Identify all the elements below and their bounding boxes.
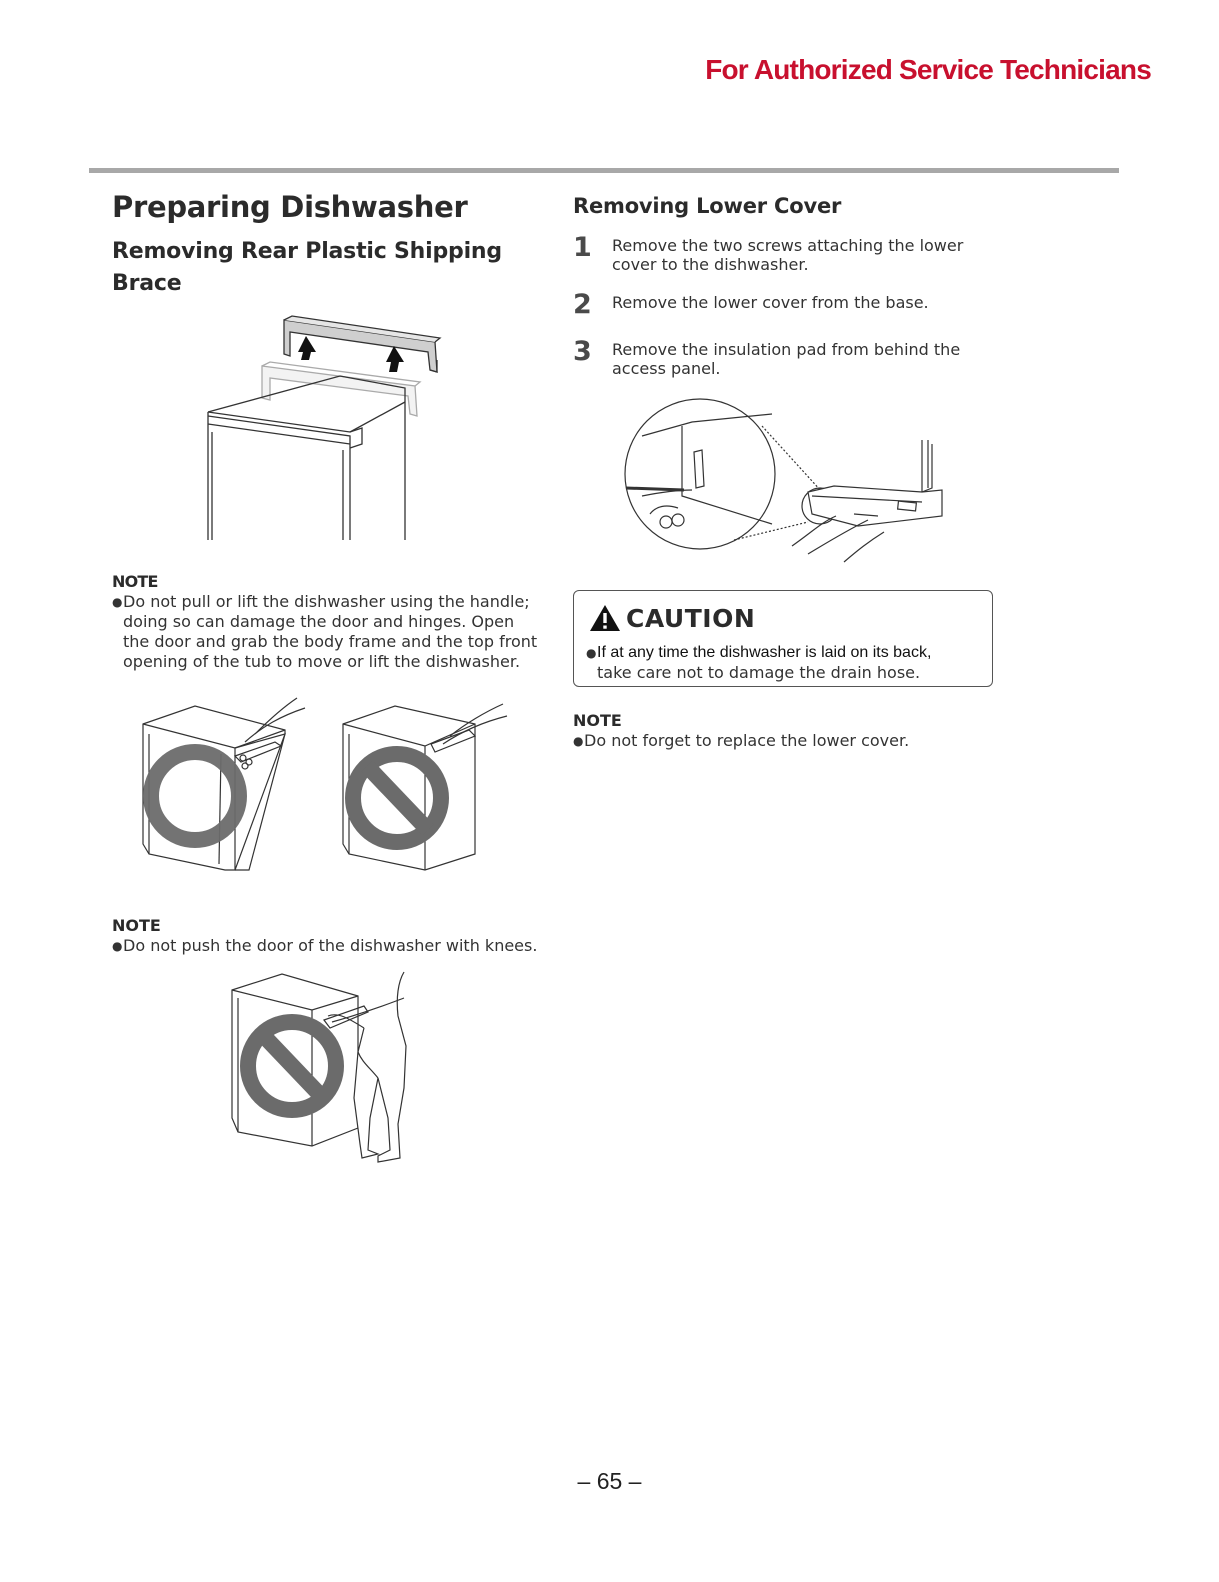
- shipping-brace-illustration: [200, 312, 445, 542]
- subheading-shipping-brace: Removing Rear Plastic Shipping Brace: [112, 239, 502, 296]
- caution-text: ● If at any time the dishwasher is laid on its back, take care not to damage the drain hose.: [586, 643, 986, 682]
- caution-title: CAUTION: [626, 603, 756, 633]
- warning-triangle-icon: [588, 603, 622, 633]
- step-number: 1: [573, 232, 592, 263]
- knee-push-warning-illustration: [228, 968, 418, 1168]
- step-line: Remove the insulation pad from behind the: [612, 340, 961, 359]
- step-line: Remove the lower cover from the base.: [612, 293, 929, 312]
- note-label: NOTE: [112, 916, 161, 935]
- section-divider: [89, 168, 1119, 173]
- handle-lift-warning-illustration-2: [335, 694, 515, 879]
- handle-lift-warning-illustration-1: [135, 694, 310, 879]
- page-number: – 65 –: [577, 1468, 642, 1494]
- step-number: 2: [573, 289, 592, 320]
- lower-cover-illustration: [622, 396, 947, 566]
- step-line: cover to the dishwasher.: [612, 255, 809, 274]
- step-number: 3: [573, 336, 592, 367]
- step-item: [573, 234, 993, 274]
- note-line: Do not push the door of the dishwasher with knees.: [123, 936, 538, 955]
- page-heading: Preparing Dishwasher: [112, 190, 468, 224]
- note-line: the door and grab the body frame and the top front: [123, 632, 538, 651]
- note-knees-text: ● Do not push the door of the dishwasher with knees.: [112, 936, 538, 955]
- caution-header: [588, 603, 755, 633]
- note-lower-cover-text: ● Do not forget to replace the lower cover.: [573, 731, 910, 750]
- step-item: [573, 291, 993, 319]
- note-line: Do not pull or lift the dishwasher using the handle;: [123, 592, 530, 611]
- step-line: Remove the two screws attaching the lower: [612, 236, 964, 255]
- note-line: Do not forget to replace the lower cover.: [584, 731, 910, 750]
- step-list: [573, 234, 993, 378]
- step-item: [573, 338, 993, 378]
- caution-line: If at any time the dishwasher is laid on its back,: [597, 644, 932, 661]
- note-line: opening of the tub to move or lift the dishwasher.: [123, 652, 521, 671]
- note-label: NOTE: [573, 711, 622, 730]
- caution-box: [573, 590, 993, 687]
- note-line: doing so can damage the door and hinges. Open: [123, 612, 515, 631]
- caution-line: take care not to damage the drain hose.: [597, 663, 921, 682]
- step-line: access panel.: [612, 359, 721, 378]
- note-label: NOTE: [112, 572, 158, 591]
- note-handle-text: ● Do not pull or lift the dishwasher using the handle; doing so can damage the door and hinges. Open the door and grab the body frame and the top front opening of the tub to move or lift the dishwasher.: [112, 592, 542, 672]
- header-title: For Authorized Service Technicians: [705, 54, 1151, 85]
- subheading-lower-cover: Removing Lower Cover: [573, 194, 842, 218]
